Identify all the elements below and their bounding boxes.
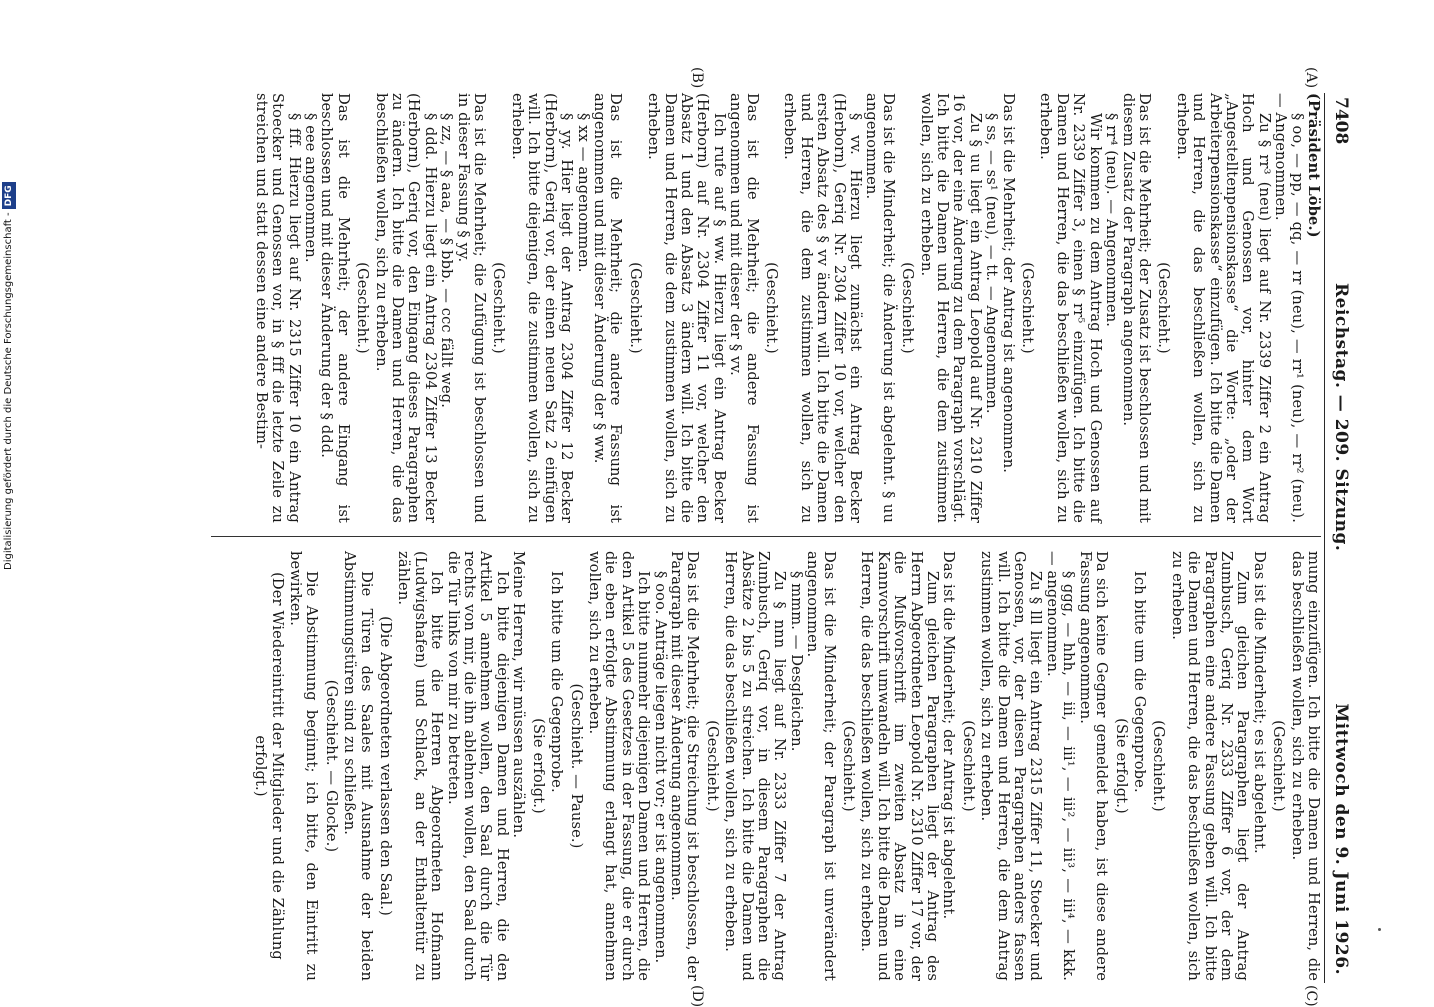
stage-direction: (Geschieht.): [959, 720, 977, 812]
stage-direction: (Die Abgeordneten verlassen den Saal.): [377, 616, 395, 916]
stage-direction: (Geschieht.): [840, 720, 858, 812]
paragraph: Das ist die Mehrheit; die andere Fassung ist angenommen und mit dieser Änderung der § ww.: [590, 93, 625, 523]
credit-text: Digitalisierung gefördert durch die Deutsche Forschungsgemeinschaft -: [3, 212, 14, 570]
digitization-credit: [2, 150, 16, 570]
paragraph: Das ist die Minderheit; die Änderung ist abgelehnt. § uu angenommen.: [863, 93, 897, 523]
paragraph: § vv. Hierzu liegt zunächst ein Antrag Becker (Herborn), Geriq Nr. 2304 Ziffer 10 vor, welcher den ersten Absatz des § vv ändern will. Ich bitte die Damen und Herren, die dem zustimmen wollen, sich zu erheben.: [781, 93, 865, 523]
paragraph: § ggg, — hhh, — iii, — iii¹, — iii², — iii³, — iii⁴, — kkk. — angenommen.: [1043, 551, 1078, 981]
paragraph: Wir kommen zu dem Antrag Hoch und Genossen auf Nr. 2339 Ziffer 3, einen § rr⁵ einzufügen. Ich bitte die Damen und Herren, die das beschließen wollen, sich zu erheben.: [1037, 93, 1104, 523]
paragraph: § eee angenommen.: [302, 113, 320, 263]
paragraph: § oo, — pp, — qq, — rr (neu), — rr¹ (neu), — rr² (neu). — Angenommen.: [1272, 93, 1306, 523]
stage-direction: (Geschieht.): [490, 262, 508, 354]
paragraph: mung einzufügen. Ich bitte die Damen und Herren, die das beschließen wollen, sich zu erheben.: [1288, 551, 1322, 981]
left-column: [121, 93, 1321, 523]
stage-direction: (Geschieht.): [1270, 720, 1288, 812]
stage-direction: (Geschieht. — Glocke.): [322, 679, 340, 853]
paragraph: Das ist die Minderheit; es ist abgelehnt.: [1250, 551, 1268, 854]
paragraph: Zu § nnn liegt auf Nr. 2333 Ziffer 7 der Antrag Zumbusch, Geriq vor, in diesem Paragraphen die Absätze 2 bis 5 zu streichen. Ich bitte die Damen und Herren, die das beschließen wollen, sich zu erheben.: [722, 551, 789, 981]
stage-direction: (Sie erfolgt.): [1112, 718, 1130, 814]
paragraph: Zum gleichen Paragraphen liegt der Antrag Zumbusch, Geriq Nr. 2333 Ziffer 6 vor, der dem Paragraphen eine andere Fassung geben will. Ich bitte die Damen und Herren, die das beschließen wollen, sich zu erheben.: [1168, 551, 1252, 981]
rotated-page-content: [115, 67, 1355, 1007]
paragraph: § yy. Hier liegt der Antrag 2304 Ziffer 12 Becker (Herborn), Geriq vor, der einen neuen Satz 2 einfügen will. Ich bitte diejenigen, die zustimmen wollen, sich zu erheben.: [508, 93, 576, 523]
paragraph: Das ist die Mehrheit; die andere Fassung ist angenommen und mit dieser der § vv.: [727, 93, 761, 523]
paragraph: Das ist die Mehrheit; der Zusatz ist beschlossen und mit diesem Zusatz der Paragraph angenommen.: [1119, 93, 1153, 523]
stage-direction: (Geschieht.): [354, 262, 372, 354]
paragraph: Die Abstimmung beginnt; ich bitte, den Eintritt zu bewirken.: [287, 551, 321, 981]
paragraph: Meine Herren, wir müssen auszählen.: [510, 551, 528, 839]
paragraph: § zz, — § aaa, — § bbb. — ccc fällt weg.: [438, 113, 456, 409]
paragraph: § ooo. Anträge liegen nicht vor; er ist angenommen.: [651, 571, 669, 964]
paragraph: § ss, — ss¹ (neu), — tt. — Angenommen.: [983, 113, 1001, 414]
paragraph: § mmm. — Desgleichen.: [787, 571, 805, 752]
paragraph: § fff. Hierzu liegt auf Nr. 2315 Ziffer 10 ein Antrag Stoecker und Genossen vor, in § fff die letzte Zeile zu streichen und statt dessen eine andere Bestim-: [252, 93, 303, 523]
paragraph: Da sich keine Gegner gemeldet haben, ist diese andere Fassung angenommen.: [1076, 551, 1111, 981]
paragraph: Ich rufe auf § ww. Hierzu liegt ein Antrag Becker (Herborn) auf Nr. 2304 Ziffer 11 vor, welcher den Absatz 1 und den Absatz 3 ändern will. Ich bitte die Damen und Herren, die dem zustimmen wollen, sich zu erheben.: [645, 93, 728, 523]
paragraph: Ich bitte die Herren Abgeordneten Hofmann (Ludwigshafen) und Schlack, an der Enthaltentür zu zählen.: [395, 551, 446, 981]
margin-mark-b: (B): [689, 67, 705, 89]
stage-direction: (Geschieht.): [626, 262, 644, 354]
paragraph: § xx — angenommen.: [574, 113, 592, 273]
paragraph: Ich bitte nunmehr diejenigen Damen und Herren, die den Artikel 5 des Gesetzes in der Fassung, die er durch die eben erfolgte Abstimmung erlangt hat, annehmen wollen, sich zu erheben.: [585, 551, 653, 981]
right-column: [121, 551, 1321, 981]
stage-direction: (Geschieht.): [1150, 720, 1168, 812]
running-header: [1327, 93, 1355, 983]
paragraph: Ich bitte um die Gegenprobe.: [548, 571, 566, 793]
paragraph: Das ist die Mehrheit; der andere Eingang ist beschlossen und mit dieser Änderung der § ddd.: [318, 93, 352, 523]
stage-direction: (Der Wiedereintritt der Mitglieder und die Zählung erfolgt.): [252, 572, 286, 960]
paragraph: Zu § rr³ (neu) liegt auf Nr. 2339 Ziffer 2 ein Antrag Hoch und Genossen vor, hinter dem Wort „Angestelltenpensionskasse“ die Worte: „oder der Arbeiterpensionskasse“ einzufügen. Ich bitte die Damen und Herren, die das beschließen wollen, sich zu erheben.: [1173, 93, 1273, 523]
margin-mark-c: (C): [1303, 985, 1319, 1007]
paragraph: Die Türen des Saales mit Ausnahme der beiden Abstimmungstüren sind zu schließen.: [341, 551, 375, 981]
paragraph: § rr⁴ (neu). — Angenommen.: [1103, 113, 1121, 328]
stage-direction: (Geschieht. — Pause.): [567, 683, 585, 849]
paragraph: Das ist die Mehrheit; der Antrag ist angenommen.: [999, 93, 1017, 474]
stage-direction: (Geschieht.): [1155, 262, 1173, 354]
paragraph: Das ist die Minderheit; der Paragraph ist unverändert angenommen.: [804, 551, 838, 981]
page-number: 7408: [1331, 97, 1351, 145]
paragraph: § ddd. Hierzu liegt ein Antrag 2304 Ziffer 13 Becker (Herborn), Geriq vor, den Eingang dieses Paragraphen zu ändern. Ich bitte die Damen und Herren, die das beschließen wollen, sich zu erheben.: [372, 93, 439, 523]
stage-direction: (Geschieht.): [763, 262, 780, 354]
paragraph: Das ist die Mehrheit; die Streichung ist beschlossen, der Paragraph mit dieser Änderung angenommen.: [667, 551, 702, 981]
scan-speck: [1378, 928, 1381, 931]
paragraph: Das ist die Mehrheit; die Zufügung ist beschlossen und in dieser Fassung § yy.: [454, 93, 489, 523]
paragraph: Zu § lll liegt ein Antrag 2315 Ziffer 11, Stoecker und Genossen, vor, der diesen Paragraphen anders fassen will. Ich bitte die Damen und Herren, die dem Antrag zustimmen wollen, sich zu erheben.: [978, 551, 1045, 981]
stage-direction: (Geschieht.): [1019, 262, 1037, 354]
paragraph: Zum gleichen Paragraphen liegt der Antrag des Herrn Abgeordneten Leopold Nr. 2310 Ziffer 17 vor, der die Mußvorschrift im zweiten Absatz in eine Kannvorschrift umwandeln will. Ich bitte die Damen und Herren, die das beschließen wollen, sich zu erheben.: [858, 551, 942, 981]
header-session: Reichstag. — 209. Sitzung.: [1331, 283, 1351, 552]
document-sheet: [110, 67, 1370, 1007]
paragraph: Zu § uu liegt ein Antrag Leopold auf Nr. 2310 Ziffer 16 vor, der eine Änderung zu dem Paragraph vorschlägt. Ich bitte die Damen und Herren, die dem zustimmen wollen, sich zu erheben.: [917, 93, 984, 523]
stage-direction: (Geschieht.): [899, 262, 917, 354]
column-divider: [211, 536, 1321, 537]
stage-direction: (Sie erfolgt.): [529, 718, 547, 814]
dfg-logo: DFG: [2, 182, 16, 209]
margin-mark-d: (D): [689, 985, 705, 1007]
paragraph: Das ist die Minderheit; der Antrag ist abgelehnt.: [940, 551, 958, 920]
paragraph: Ich bitte diejenigen Damen und Herren, die den Artikel 5 annehmen wollen, den Saal durch die Tür rechts von mir, die ihn ablehnen wollen, den Saal durch die Tür links von mir zu betreten.: [444, 551, 511, 981]
speaker-label: (Präsident Löbe.): [1305, 93, 1322, 238]
paragraph: Ich bitte um die Gegenprobe.: [1130, 571, 1148, 793]
header-rule: [1324, 93, 1325, 983]
header-date: Mittwoch den 9. Juni 1926.: [1331, 703, 1351, 975]
margin-mark-a: (A): [1303, 67, 1319, 89]
stage-direction: (Geschieht.): [703, 720, 721, 812]
